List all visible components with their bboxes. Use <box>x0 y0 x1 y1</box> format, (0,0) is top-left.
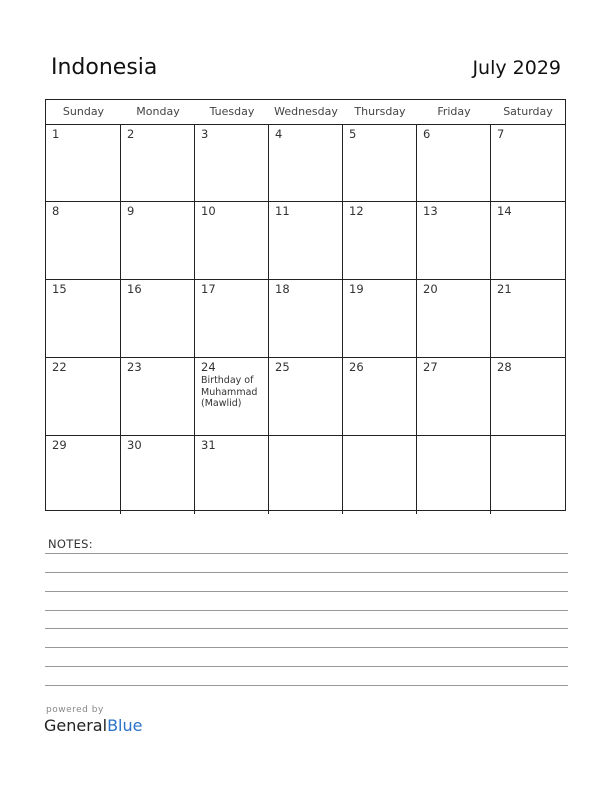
day-number: 11 <box>275 204 290 218</box>
day-cell <box>195 358 269 436</box>
day-cell <box>343 125 417 202</box>
day-cell <box>121 280 195 358</box>
day-cell <box>269 280 343 358</box>
calendar-days <box>46 124 565 510</box>
day-cell <box>491 358 565 436</box>
day-cell <box>417 280 491 358</box>
day-number: 17 <box>201 282 216 296</box>
day-number: 9 <box>127 204 135 218</box>
day-cell <box>46 125 121 202</box>
day-cell <box>343 280 417 358</box>
brand-logo <box>44 716 142 735</box>
day-number: 21 <box>497 282 512 296</box>
weekday-monday: Monday <box>136 105 180 118</box>
note-line <box>45 628 568 629</box>
day-number: 18 <box>275 282 290 296</box>
weekday-sunday: Sunday <box>62 105 105 118</box>
day-cell <box>195 202 269 280</box>
brand-blue: Blue <box>107 716 143 735</box>
day-cell <box>269 436 343 514</box>
day-number: 24 <box>201 360 216 374</box>
day-number: 13 <box>423 204 438 218</box>
day-cell <box>417 358 491 436</box>
day-cell <box>491 280 565 358</box>
day-cell <box>46 202 121 280</box>
day-cell <box>269 358 343 436</box>
day-cell <box>121 202 195 280</box>
day-cell <box>46 436 121 514</box>
day-cell <box>195 280 269 358</box>
day-number: 19 <box>349 282 364 296</box>
notes-label: NOTES: <box>48 537 93 551</box>
note-line <box>45 591 568 592</box>
weekday-wednesday: Wednesday <box>274 105 338 118</box>
weekday-saturday: Saturday <box>503 105 553 118</box>
day-number: 20 <box>423 282 438 296</box>
day-cell <box>343 436 417 514</box>
day-cell <box>121 436 195 514</box>
note-line <box>45 553 568 554</box>
day-cell <box>343 202 417 280</box>
day-number: 6 <box>423 127 431 141</box>
day-cell <box>417 202 491 280</box>
calendar-month-year: July 2029 <box>472 57 561 79</box>
day-number: 1 <box>52 127 60 141</box>
powered-by-text: powered by <box>46 705 104 715</box>
day-number: 12 <box>349 204 364 218</box>
day-number: 31 <box>201 438 216 452</box>
day-cell <box>195 436 269 514</box>
day-number: 28 <box>497 360 512 374</box>
day-number: 2 <box>127 127 135 141</box>
calendar-country: Indonesia <box>51 55 158 80</box>
weekday-tuesday: Tuesday <box>209 105 255 118</box>
weekday-header-row <box>46 100 565 125</box>
day-number: 7 <box>497 127 505 141</box>
note-line <box>45 666 568 667</box>
day-number: 22 <box>52 360 67 374</box>
day-number: 27 <box>423 360 438 374</box>
day-cell <box>195 125 269 202</box>
day-number: 29 <box>52 438 67 452</box>
day-cell <box>121 125 195 202</box>
note-line <box>45 685 568 686</box>
day-cell <box>269 202 343 280</box>
day-cell <box>343 358 417 436</box>
day-cell <box>121 358 195 436</box>
note-line <box>45 572 568 573</box>
day-number: 23 <box>127 360 142 374</box>
day-cell <box>491 202 565 280</box>
day-cell <box>417 436 491 514</box>
day-cell <box>269 125 343 202</box>
day-number: 25 <box>275 360 290 374</box>
day-number: 14 <box>497 204 512 218</box>
day-number: 4 <box>275 127 283 141</box>
holiday-label: Birthday of Muhammad (Mawlid) <box>201 375 258 409</box>
day-number: 10 <box>201 204 216 218</box>
weekday-thursday: Thursday <box>354 105 406 118</box>
day-cell <box>491 436 565 514</box>
calendar-grid <box>45 99 566 511</box>
day-cell <box>491 125 565 202</box>
day-cell <box>46 358 121 436</box>
weekday-friday: Friday <box>437 105 471 118</box>
note-line <box>45 647 568 648</box>
day-number: 26 <box>349 360 364 374</box>
note-line <box>45 610 568 611</box>
day-number: 15 <box>52 282 67 296</box>
day-number: 5 <box>349 127 357 141</box>
brand-general: General <box>44 716 108 735</box>
day-number: 16 <box>127 282 142 296</box>
day-number: 3 <box>201 127 209 141</box>
day-number: 8 <box>52 204 60 218</box>
day-number: 30 <box>127 438 142 452</box>
day-cell <box>417 125 491 202</box>
day-cell <box>46 280 121 358</box>
